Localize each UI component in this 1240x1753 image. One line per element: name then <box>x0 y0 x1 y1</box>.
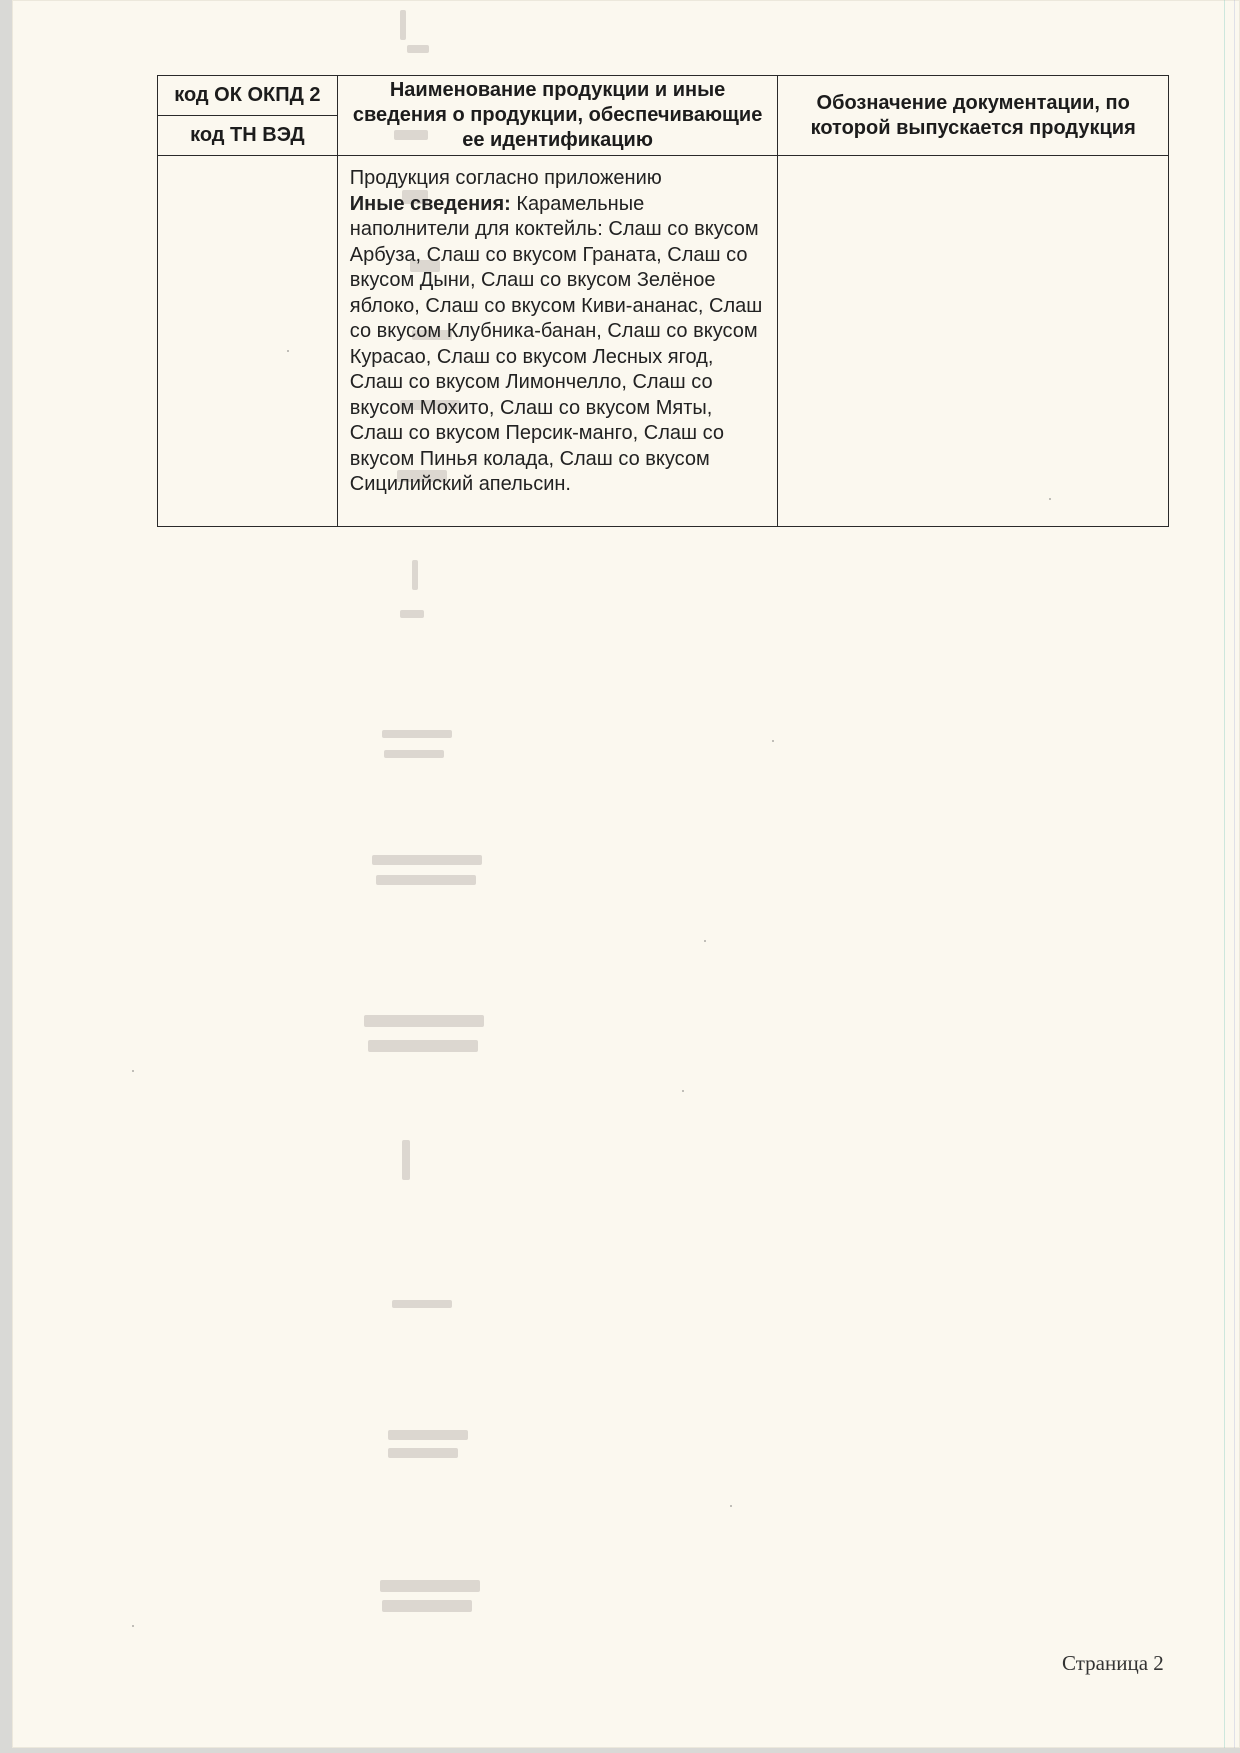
product-description-text <box>338 156 778 504</box>
header-okpd-code: код ОК ОКПД 2 <box>158 76 338 116</box>
other-info-text: Карамельные наполнители для коктейль: Слаш со вкусом Арбуза, Слаш со вкусом Граната, Слаш со вкусом Дыни, Слаш со вкусом Зелёное яблоко, Слаш со вкусом Киви-ананас, Слаш со вкусом Клубника-банан, Слаш со вкусом Курасао, Слаш со вкусом Лесных ягод, Слаш со вкусом Лимончелло, Слаш со вкусом Мохито, Слаш со вкусом Мяты, Слаш со вкусом Персик-манго, Слаш со вкусом Пинья колада, Слаш со вкусом Сицилийский апельсин. <box>349 192 763 495</box>
scan-artifact-line <box>1224 0 1225 1748</box>
scan-speck <box>132 1625 134 1627</box>
cell-documentation-value <box>778 156 1169 527</box>
table-row <box>158 156 1169 527</box>
header-documentation: Обозначение документации, по которой выпускается продукция <box>778 76 1169 156</box>
scan-speck <box>772 740 774 742</box>
other-info-label: Иные сведения: <box>349 192 511 215</box>
table-header-row <box>158 76 1169 116</box>
scan-speck <box>730 1505 732 1507</box>
header-tnved-code: код ТН ВЭД <box>158 116 338 156</box>
scan-speck <box>704 940 706 942</box>
scan-artifact-line <box>1234 0 1235 1748</box>
product-identification-table <box>157 75 1169 527</box>
header-product-name: Наименование продукции и иные сведения о продукции, обеспечивающие ее идентификацию <box>337 76 778 156</box>
cell-okpd-value <box>158 156 338 527</box>
cell-product-description <box>337 156 778 527</box>
document-page <box>12 0 1240 1748</box>
product-annex-line: Продукция согласно приложению <box>349 167 662 189</box>
page-number: Страница 2 <box>1062 1651 1164 1675</box>
scan-speck <box>132 1070 134 1072</box>
scan-speck <box>682 1090 684 1092</box>
